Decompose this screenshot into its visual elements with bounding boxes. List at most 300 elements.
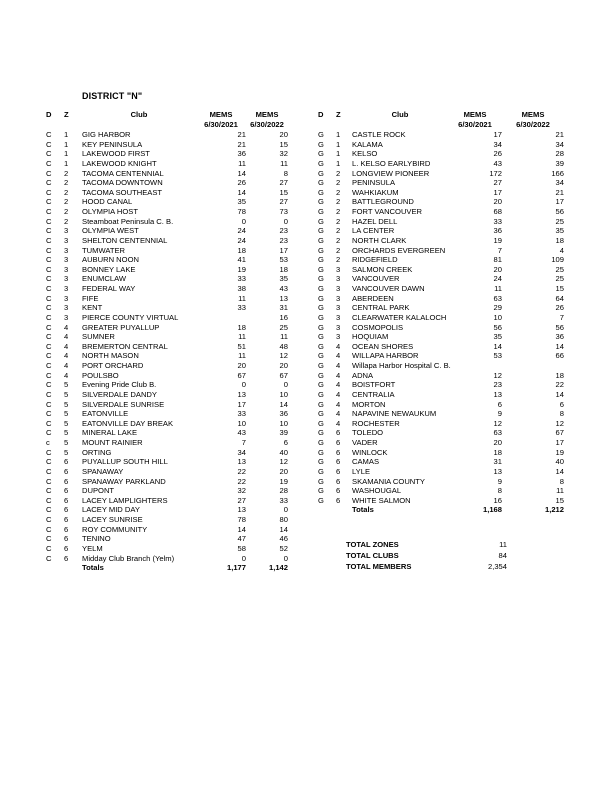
zone-cell: 1 — [64, 139, 69, 149]
col-header-date-2021: 6/30/2021 — [458, 120, 492, 129]
mems-2021-cell: 9 — [497, 476, 502, 486]
mems-2022-cell: 36 — [555, 332, 564, 342]
table-row — [318, 400, 564, 410]
totals-mems-2022: 1,142 — [268, 563, 288, 573]
table-row — [46, 371, 288, 381]
mems-2022-cell: 25 — [555, 274, 564, 284]
mems-2022-cell: 36 — [279, 409, 288, 419]
mems-2021-cell: 12 — [493, 370, 502, 380]
district-cell: G — [318, 284, 324, 293]
table-row — [318, 438, 564, 448]
club-cell: LONGVIEW PIONEER — [352, 168, 430, 178]
district-cell: G — [318, 389, 324, 399]
table-row — [46, 265, 288, 275]
district-cell: G — [318, 312, 324, 322]
table-row — [46, 505, 288, 515]
club-cell: TUMWATER — [82, 245, 126, 255]
mems-2022-cell: 18 — [279, 264, 288, 274]
club-cell: OCEAN SHORES — [352, 341, 414, 351]
club-cell: KELSO — [352, 149, 378, 159]
zone-cell: 6 — [336, 428, 341, 438]
club-cell: PORT ORCHARD — [82, 361, 144, 370]
club-cell: HOOD CANAL — [82, 197, 133, 207]
club-cell: WILLAPA HARBOR — [352, 351, 419, 361]
col-header-spacer — [318, 120, 336, 130]
mems-2021-cell: 20 — [493, 264, 502, 274]
col-header-date-2022: 6/30/2022 — [250, 120, 284, 129]
mems-2021-cell: 13 — [237, 505, 246, 515]
table-row — [318, 159, 564, 169]
club-cell: PENINSULA — [352, 178, 396, 188]
mems-2021-cell: 10 — [237, 418, 246, 428]
table-header-date-row — [46, 120, 288, 130]
district-cell: C — [46, 168, 52, 178]
district-cell: C — [46, 274, 52, 284]
district-cell: G — [318, 187, 324, 197]
zone-cell: 4 — [64, 361, 69, 370]
club-cell: WAHKIAKUM — [352, 187, 399, 197]
zone-cell: 2 — [336, 216, 341, 226]
district-cell: C — [46, 361, 52, 370]
mems-2021-cell: 51 — [237, 341, 246, 351]
col-header-club: Club — [391, 110, 409, 119]
table-row — [46, 274, 288, 284]
col-header-spacer — [64, 120, 82, 130]
table-row — [318, 207, 564, 217]
club-cell: CENTRAL PARK — [352, 303, 410, 313]
table-row — [318, 390, 564, 400]
district-cell: C — [46, 341, 52, 351]
mems-2022-cell: 34 — [555, 178, 564, 188]
club-cell: WHITE SALMON — [352, 495, 411, 505]
mems-2022-cell: 166 — [551, 168, 564, 178]
mems-2021-cell: 67 — [237, 370, 246, 380]
mems-2022-cell: 20 — [279, 466, 288, 476]
table-row — [46, 303, 288, 313]
mems-2022-cell — [505, 361, 567, 371]
zone-cell: 3 — [64, 226, 69, 236]
mems-2021-cell: 19 — [493, 235, 502, 245]
mems-2022-cell: 64 — [555, 293, 564, 303]
mems-2021-cell: 11 — [238, 332, 246, 342]
zone-cell: 1 — [64, 149, 69, 159]
mems-2021-cell: 24 — [237, 235, 246, 245]
district-cell: C — [46, 370, 52, 380]
table-row — [46, 361, 288, 371]
mems-2022-cell: 12 — [279, 457, 288, 467]
district-cell: C — [46, 207, 52, 216]
mems-2022-cell: 4 — [559, 245, 564, 255]
mems-2021-cell: 21 — [237, 139, 246, 149]
club-cell: TACOMA DOWNTOWN — [82, 178, 163, 188]
club-cell: ENUMCLAW — [82, 274, 127, 284]
club-cell: SHELTON CENTENNIAL — [82, 235, 168, 245]
club-cell: POULSBO — [82, 370, 119, 380]
district-cell: G — [318, 370, 324, 380]
mems-2022-cell: 40 — [555, 457, 564, 467]
club-cell: TACOMA SOUTHEAST — [82, 187, 163, 197]
mems-2022-cell: 8 — [559, 409, 564, 419]
mems-2021-cell: 11 — [238, 351, 246, 361]
club-cell: KEY PENINSULA — [82, 139, 143, 149]
club-cell: Steamboat Peninsula C. B. — [82, 216, 174, 226]
mems-2022-cell: 15 — [555, 284, 564, 293]
table-row — [318, 448, 564, 458]
zone-cell: 6 — [336, 438, 341, 447]
table-row — [46, 130, 288, 140]
table-row — [46, 438, 288, 448]
district-cell: C — [46, 245, 52, 255]
district-cell: G — [318, 158, 324, 168]
table-row — [46, 236, 288, 246]
col-header-spacer — [336, 120, 352, 130]
mems-2022-cell: 20 — [279, 361, 288, 370]
table-row — [318, 457, 564, 467]
table-row — [46, 380, 288, 390]
zone-cell: 6 — [336, 466, 341, 476]
district-cell: C — [46, 255, 52, 265]
mems-2022-cell: 27 — [279, 197, 288, 207]
club-cell: LAKEWOOD KNIGHT — [82, 158, 157, 168]
col-header-mems-2021: MEMS — [209, 110, 233, 119]
district-cell: c — [46, 438, 50, 447]
table-row — [46, 188, 288, 198]
club-cell: NORTH CLARK — [352, 235, 407, 245]
table-row — [318, 380, 564, 390]
zone-cell: 3 — [336, 284, 341, 293]
table-row — [46, 525, 288, 535]
mems-2021-cell: 17 — [493, 130, 502, 139]
club-cell: SUMNER — [82, 332, 115, 342]
summary-row-total-clubs — [346, 551, 507, 562]
district-cell: C — [46, 139, 52, 149]
table-row — [46, 246, 288, 256]
mems-2022-cell: 0 — [283, 216, 288, 226]
district-cell: C — [46, 389, 52, 399]
district-cell: G — [318, 418, 324, 428]
mems-2022-cell: 11 — [280, 332, 288, 342]
zone-cell: 4 — [336, 389, 341, 399]
mems-2021-cell: 0 — [241, 380, 246, 390]
mems-2022-cell: 18 — [555, 235, 564, 245]
district-cell: G — [318, 207, 324, 216]
zone-cell: 4 — [336, 399, 341, 409]
totals-spacer — [318, 505, 336, 515]
mems-2022-cell: 16 — [279, 312, 288, 322]
mems-2022-cell: 11 — [280, 158, 288, 168]
col-header-district: D — [46, 110, 52, 119]
club-cell: FORT VANCOUVER — [352, 207, 423, 216]
table-row — [318, 197, 564, 207]
mems-2021-cell: 26 — [493, 149, 502, 159]
table-row — [318, 351, 564, 361]
club-cell: AUBURN NOON — [82, 255, 139, 265]
district-cell: C — [46, 149, 52, 159]
zone-cell: 6 — [336, 457, 341, 467]
district-cell: C — [46, 409, 52, 419]
mems-2022-cell: 0 — [283, 380, 288, 390]
table-row — [46, 313, 288, 323]
zone-cell: 3 — [64, 303, 69, 313]
zone-cell: 6 — [64, 524, 69, 534]
mems-2021-cell: 33 — [237, 409, 246, 419]
totals-spacer — [46, 563, 64, 573]
table-row — [318, 274, 564, 284]
table-row — [46, 554, 288, 564]
club-cell: HAZEL DELL — [352, 216, 398, 226]
district-cell: G — [318, 341, 324, 351]
zone-cell: 2 — [336, 168, 341, 178]
table-row — [46, 207, 288, 217]
mems-2022-cell: 11 — [556, 486, 564, 496]
table-row — [318, 486, 564, 496]
total-zones-label: TOTAL ZONES — [346, 540, 399, 549]
zone-cell: 2 — [336, 235, 341, 245]
zone-cell: 2 — [64, 168, 69, 178]
district-cell: C — [46, 284, 52, 293]
table-row — [46, 294, 288, 304]
mems-2021-cell — [196, 313, 246, 323]
mems-2022-cell: 56 — [555, 207, 564, 216]
table-row — [46, 419, 288, 429]
zone-cell: 4 — [336, 418, 341, 428]
table-row — [46, 448, 288, 458]
district-cell: C — [46, 187, 52, 197]
zone-cell: 1 — [64, 130, 69, 139]
zone-cell: 3 — [64, 235, 69, 245]
col-header-club: Club — [130, 110, 148, 119]
mems-2021-cell: 33 — [237, 274, 246, 284]
club-cell: COSMOPOLIS — [352, 322, 404, 332]
membership-table-right — [318, 110, 564, 515]
zone-cell: 6 — [336, 495, 341, 505]
mems-2021-cell: 17 — [493, 187, 502, 197]
district-cell: G — [318, 428, 324, 438]
col-header-date-2021: 6/30/2021 — [204, 120, 238, 129]
table-row — [318, 467, 564, 477]
table-row — [46, 467, 288, 477]
club-cell: FEDERAL WAY — [82, 284, 136, 293]
mems-2022-cell: 109 — [551, 255, 564, 265]
zone-cell: 3 — [336, 332, 341, 342]
mems-2021-cell: 33 — [237, 303, 246, 313]
mems-2022-cell: 0 — [283, 553, 288, 563]
total-zones-value: 11 — [499, 540, 507, 549]
club-cell: LAKEWOOD FIRST — [82, 149, 150, 159]
mems-2022-cell: 25 — [555, 216, 564, 226]
zone-cell: 1 — [336, 139, 341, 149]
zone-cell: 3 — [64, 255, 69, 265]
mems-2021-cell: 20 — [493, 438, 502, 447]
zone-cell: 1 — [64, 158, 69, 168]
table-row — [318, 149, 564, 159]
club-cell: PUYALLUP SOUTH HILL — [82, 457, 168, 467]
mems-2022-cell: 15 — [555, 495, 564, 505]
zone-cell: 6 — [336, 476, 341, 486]
mems-2022-cell: 14 — [555, 389, 564, 399]
totals-row — [46, 563, 288, 573]
table-header-row — [318, 110, 564, 120]
zone-cell: 5 — [64, 389, 69, 399]
district-cell: C — [46, 466, 52, 476]
club-cell: KALAMA — [352, 139, 383, 149]
table-row — [46, 140, 288, 150]
club-cell: WASHOUGAL — [352, 486, 402, 496]
mems-2022-cell: 15 — [279, 187, 288, 197]
mems-2021-cell: 14 — [493, 341, 502, 351]
mems-2022-cell: 12 — [555, 418, 564, 428]
mems-2022-cell: 32 — [279, 149, 288, 159]
mems-2021-cell: 20 — [493, 197, 502, 207]
zone-cell: 6 — [64, 534, 69, 544]
table-row — [318, 188, 564, 198]
district-cell: C — [46, 447, 52, 457]
mems-2021-cell: 34 — [237, 447, 246, 457]
district-cell: C — [46, 476, 52, 486]
zone-cell: 6 — [64, 457, 69, 467]
totals-spacer — [336, 505, 352, 515]
mems-2021-cell: 9 — [497, 409, 502, 419]
district-cell: G — [318, 361, 324, 370]
club-cell: BATTLEGROUND — [352, 197, 414, 207]
mems-2021-cell: 36 — [237, 149, 246, 159]
mems-2021-cell: 43 — [493, 158, 502, 168]
district-cell: G — [318, 466, 324, 476]
mems-2022-cell: 31 — [279, 303, 288, 313]
mems-2021-cell: 17 — [237, 399, 246, 409]
club-cell: Willapa Harbor Hospital C. B. — [352, 361, 451, 370]
mems-2021-cell: 0 — [241, 216, 246, 226]
mems-2022-cell: 39 — [279, 428, 288, 438]
zone-cell: 2 — [64, 207, 69, 216]
club-cell: PIERCE COUNTY VIRTUAL — [82, 312, 179, 322]
mems-2022-cell: 40 — [279, 447, 288, 457]
mems-2021-cell: 68 — [493, 207, 502, 216]
district-cell: C — [46, 399, 52, 409]
mems-2021-cell: 13 — [237, 389, 246, 399]
district-cell: C — [46, 543, 52, 553]
zone-cell: 5 — [64, 418, 69, 428]
table-row — [46, 323, 288, 333]
table-row — [46, 178, 288, 188]
zone-cell: 2 — [64, 216, 69, 226]
table-row — [318, 332, 564, 342]
mems-2021-cell — [451, 361, 505, 371]
table-row — [318, 246, 564, 256]
total-clubs-label: TOTAL CLUBS — [346, 550, 399, 560]
col-header-mems-2021: MEMS — [463, 110, 487, 119]
club-cell: ORTING — [82, 447, 112, 457]
table-row — [46, 351, 288, 361]
zone-cell: 5 — [64, 428, 69, 438]
mems-2021-cell: 19 — [237, 264, 246, 274]
mems-2022-cell: 18 — [555, 370, 564, 380]
mems-2022-cell: 23 — [279, 235, 288, 245]
table-row — [318, 178, 564, 188]
district-cell: G — [318, 486, 324, 496]
district-cell: G — [318, 293, 324, 303]
district-cell: C — [46, 235, 52, 245]
col-header-mems-2022: MEMS — [255, 110, 279, 119]
mems-2021-cell: 24 — [493, 274, 502, 284]
mems-2021-cell: 20 — [237, 361, 246, 370]
club-cell: VADER — [352, 438, 378, 447]
district-cell: G — [318, 303, 324, 313]
mems-2022-cell: 73 — [279, 207, 288, 216]
mems-2022-cell: 14 — [555, 466, 564, 476]
club-cell: Evening Pride Club B. — [82, 380, 157, 390]
mems-2021-cell: 11 — [238, 158, 246, 168]
mems-2021-cell: 31 — [493, 457, 502, 467]
district-cell: C — [46, 226, 52, 236]
totals-mems-2022: 1,212 — [544, 505, 564, 515]
club-cell: VANCOUVER DAWN — [352, 284, 425, 293]
table-row — [318, 284, 564, 294]
district-cell: C — [46, 428, 52, 438]
district-cell: C — [46, 418, 52, 428]
mems-2021-cell: 11 — [494, 284, 502, 293]
mems-2022-cell: 67 — [555, 428, 564, 438]
mems-2021-cell: 11 — [238, 293, 246, 303]
district-cell: G — [318, 178, 324, 188]
zone-cell: 6 — [64, 495, 69, 505]
table-row — [46, 169, 288, 179]
zone-cell: 5 — [64, 447, 69, 457]
club-cell: SILVERDALE DANDY — [82, 389, 157, 399]
club-cell: SPANAWAY PARKLAND — [82, 476, 166, 486]
district-cell: C — [46, 178, 52, 188]
zone-cell: 4 — [336, 380, 341, 390]
mems-2022-cell: 10 — [279, 418, 288, 428]
table-row — [318, 140, 564, 150]
zone-cell: 2 — [336, 197, 341, 207]
mems-2021-cell: 27 — [237, 495, 246, 505]
club-cell: HOQUIAM — [352, 332, 389, 342]
mems-2021-cell: 63 — [493, 293, 502, 303]
table-row — [46, 534, 288, 544]
zone-cell: 1 — [336, 130, 341, 139]
mems-2021-cell: 13 — [493, 389, 502, 399]
totals-spacer — [64, 563, 82, 573]
club-cell: BREMERTON CENTRAL — [82, 341, 168, 351]
club-cell: BONNEY LAKE — [82, 264, 136, 274]
club-cell: LYLE — [352, 466, 371, 476]
club-cell: Midday Club Branch (Yelm) — [82, 553, 175, 563]
club-cell: GIG HARBOR — [82, 130, 131, 139]
district-cell: G — [318, 216, 324, 226]
zone-cell: 5 — [64, 438, 69, 447]
club-cell: ABERDEEN — [352, 293, 394, 303]
zone-cell: 2 — [64, 187, 69, 197]
district-cell: C — [46, 457, 52, 467]
club-cell: LACEY MID DAY — [82, 505, 140, 515]
club-cell: SALMON CREEK — [352, 264, 413, 274]
table-row — [318, 419, 564, 429]
club-cell: TACOMA CENTENNIAL — [82, 168, 164, 178]
mems-2022-cell: 21 — [555, 130, 564, 139]
district-cell: G — [318, 264, 324, 274]
mems-2021-cell: 43 — [237, 428, 246, 438]
table-row — [318, 169, 564, 179]
mems-2022-cell: 28 — [279, 486, 288, 496]
zone-cell: 6 — [64, 515, 69, 524]
table-row — [318, 313, 564, 323]
table-row — [318, 428, 564, 438]
district-cell: C — [46, 130, 52, 139]
table-row — [318, 371, 564, 381]
club-cell: CASTLE ROCK — [352, 130, 406, 139]
mems-2022-cell: 17 — [555, 197, 564, 207]
